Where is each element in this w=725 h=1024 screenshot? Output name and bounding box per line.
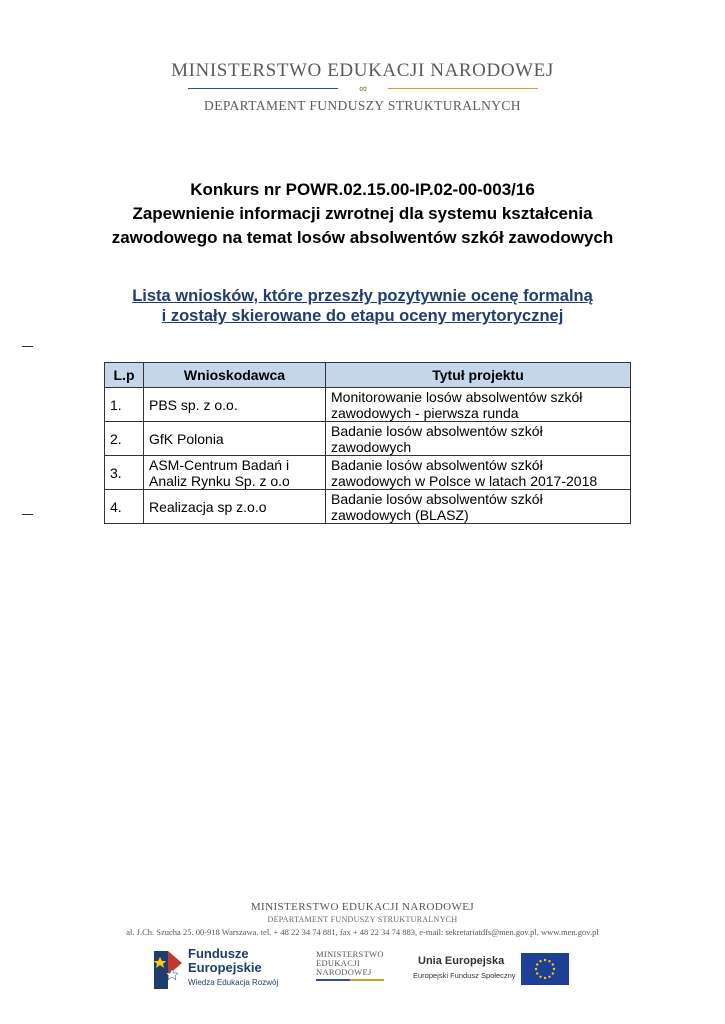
eu-star (544, 959, 546, 961)
eu-star (552, 963, 554, 965)
eu-star (539, 960, 541, 962)
eu-star (539, 976, 541, 978)
applicant-cell: PBS sp. z o.o. (144, 388, 326, 422)
ue-logo-line1: Unia Europejska (418, 955, 505, 967)
men-logo-line1: MINISTERSTWO (316, 949, 384, 959)
eu-star (544, 977, 546, 979)
list-heading (40, 286, 685, 326)
column-header-applicant: Wnioskodawca (144, 363, 326, 388)
eu-star (548, 976, 550, 978)
margin-mark (22, 514, 33, 515)
fundusze-europejskie-icon (154, 947, 182, 991)
fundusze-europejskie-logo (154, 945, 304, 993)
row-number: 3. (105, 456, 144, 490)
fe-logo-line3: Wiedza Edukacja Rozwój (188, 978, 279, 987)
project-title-cell: Badanie losów absolwentów szkół zawodowych (326, 422, 631, 456)
ornament-line-right (388, 88, 538, 89)
list-heading-line1: Lista wniosków, które przeszły pozytywnie ocenę formalną (132, 287, 593, 305)
header-ministry-name: MINISTERSTWO EDUKACJI NARODOWEJ (171, 60, 554, 81)
applications-table (104, 362, 631, 524)
table-row (105, 456, 631, 490)
list-heading-line2: i zostały skierowane do etapu oceny merytorycznej (161, 307, 564, 325)
row-number: 1. (105, 388, 144, 422)
column-header-lp: L.p (105, 363, 144, 388)
header-ornament (188, 83, 538, 95)
eu-flag-icon (521, 953, 569, 985)
row-number: 4. (105, 490, 144, 524)
footer-department-name: DEPARTAMENT FUNDUSZY STRUKTURALNYCH (267, 915, 458, 924)
contest-title (40, 178, 685, 250)
table-row (105, 490, 631, 524)
ornament-line-left (188, 88, 338, 89)
contest-title-line2: Zapewnienie informacji zwrotnej dla systemu kształcenia (132, 204, 593, 223)
eu-star (535, 968, 537, 970)
applicant-cell: GfK Polonia (144, 422, 326, 456)
footer-address: al. J.Ch. Szucha 25. 00-918 Warszawa. tel. + 48 22 34 74 881, fax + 48 22 34 74 883, e-mail: sekretariatdfs@men.gov.pl, www.men.gov.pl (126, 927, 599, 937)
project-title-cell: Badanie losów absolwentów szkół zawodowych w Polsce w latach 2017-2018 (326, 456, 631, 490)
applicant-cell: ASM-Centrum Badań i Analiz Rynku Sp. z o.o (144, 456, 326, 490)
men-logo (316, 950, 396, 990)
row-number: 2. (105, 422, 144, 456)
project-title-cell: Badanie losów absolwentów szkół zawodowych (BLASZ) (326, 490, 631, 524)
men-logo-line3: NARODOWEJ (316, 967, 372, 977)
men-logo-line2: EDUKACJI (316, 958, 360, 968)
applicant-cell: Realizacja sp z.o.o (144, 490, 326, 524)
margin-mark (22, 346, 33, 347)
ornament-knot-icon: ∞ (359, 83, 367, 95)
men-logo-divider (316, 979, 384, 981)
table-header-row (105, 363, 631, 388)
column-header-project-title: Tytuł projektu (326, 363, 631, 388)
eu-star (536, 972, 538, 974)
project-title-cell: Monitorowanie losów absolwentów szkół zawodowych - pierwsza runda (326, 388, 631, 422)
header-department-name: DEPARTAMENT FUNDUSZY STRUKTURALNYCH (204, 98, 521, 113)
unia-europejska-logo (410, 953, 570, 987)
footer-ministry-name: MINISTERSTWO EDUKACJI NARODOWEJ (250, 901, 475, 913)
table-row (105, 422, 631, 456)
eu-star (548, 960, 550, 962)
fe-logo-line1: Fundusze (188, 946, 249, 961)
contest-title-line1: Konkurs nr POWR.02.15.00-IP.02-00-003/16 (190, 180, 535, 199)
eu-star (552, 972, 554, 974)
fe-logo-line2: Europejskie (188, 960, 262, 975)
eu-star (553, 968, 555, 970)
contest-title-line3: zawodowego na temat losów absolwentów szkół zawodowych (111, 228, 614, 247)
eu-star (536, 963, 538, 965)
ue-logo-line2: Europejski Fundusz Społeczny (413, 971, 516, 980)
table-row (105, 388, 631, 422)
